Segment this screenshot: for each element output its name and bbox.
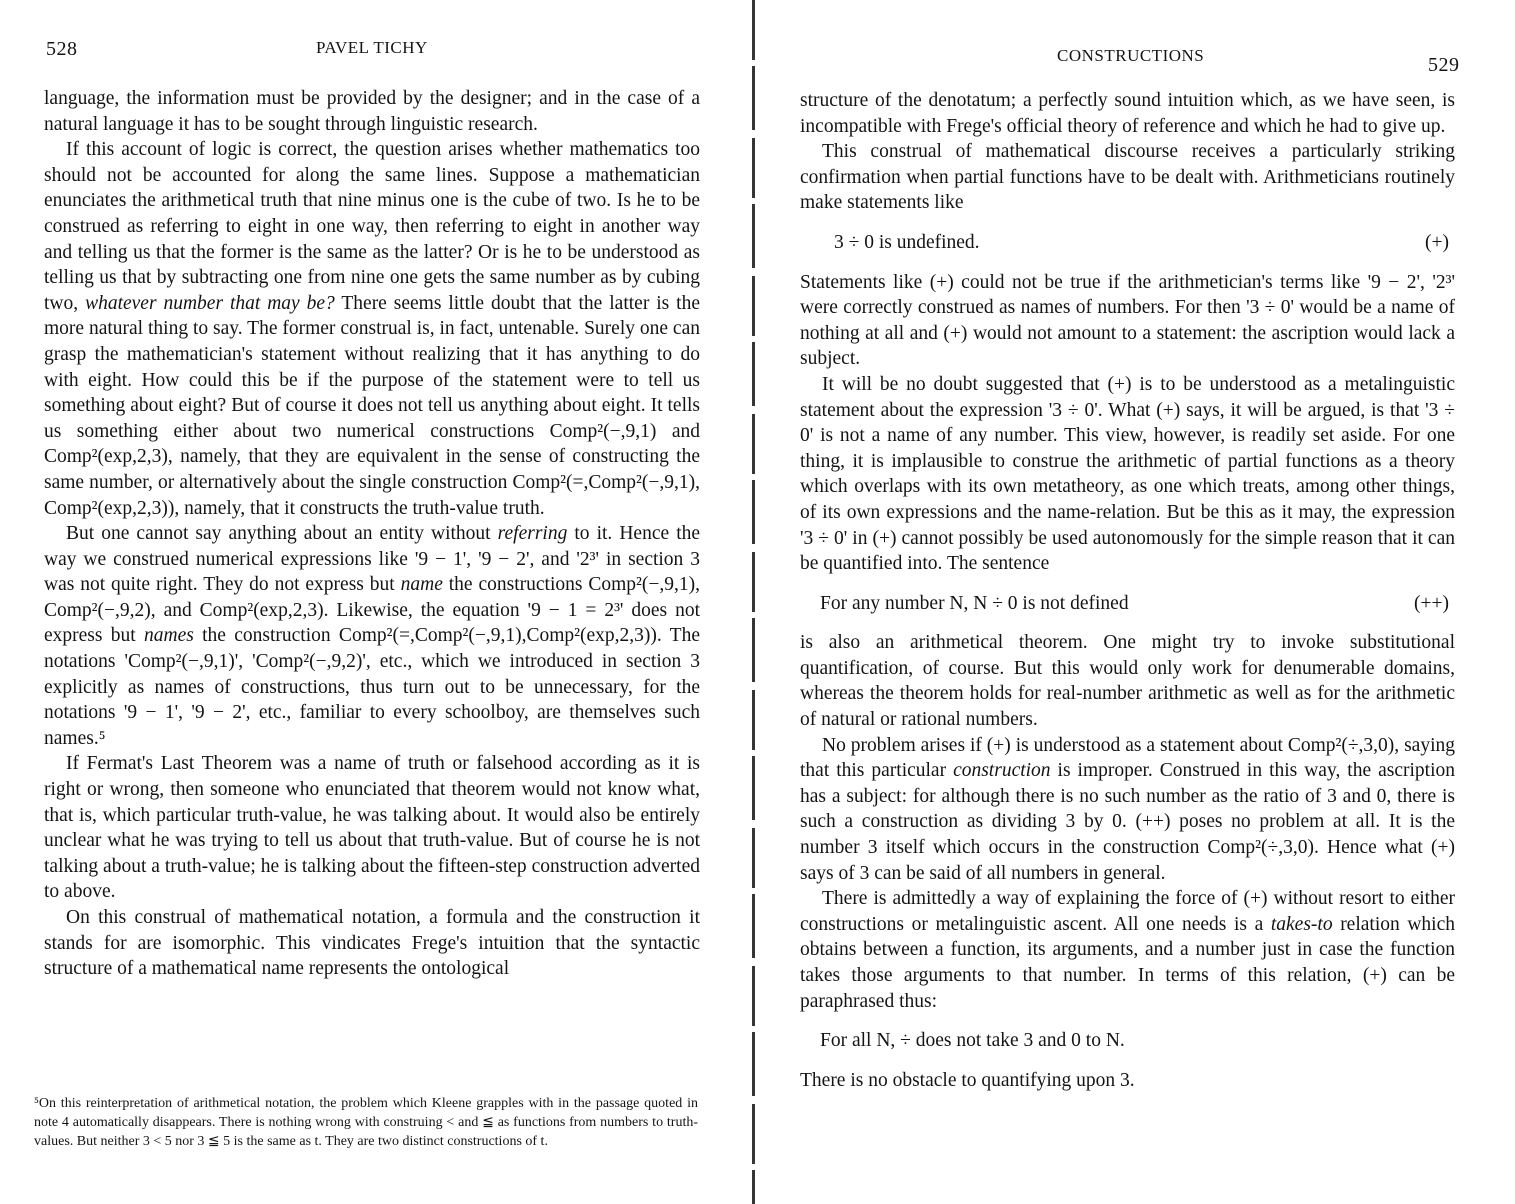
paragraph: is also an arithmetical theorem. One might try to invoke substitutional quantification, of course. But this would only work for denumerable domains, whereas the theorem holds for real-number arithmetic as well as for the arithmetic of natural or rational numbers. [800, 632, 1455, 731]
paragraph: There is no obstacle to quantifying upon 3. [800, 1069, 1135, 1091]
running-head: CONSTRUCTIONS [1057, 46, 1205, 65]
right-page [760, 0, 1515, 1204]
paragraph: structure of the denotatum; a perfectly sound intuition which, as we have seen, is incompatible with Frege's official theory of reference and which he had to give up. [800, 90, 1455, 137]
paragraph: But one cannot say anything about an entity without referring to it. Hence the way we construed numerical expressions like '9 − 1', '9 − 2', and '2³' in section 3 was not quite right. They do not express but name the constructions Comp²(−,9,1), Comp²(−,9,2), and Comp²(exp,2,3). Likewise, the equation '9 − 1 = 2³' does not express but names the construction Comp²(=,Comp²(−,9,1),Comp²(exp,2,3)). The notations 'Comp²(−,9,1)', 'Comp²(−,9,2)', etc., which we introduced in section 3 explicitly as names of constructions, thus turn out to be unnecessary, for the notations '9 − 1', '9 − 2', etc., familiar to every schoolboy, are themselves such names.⁵ [44, 523, 701, 749]
formula-label: (+) [1425, 231, 1449, 253]
paragraph: On this construal of mathematical notation, a formula and the construction it stands for are isomorphic. This vindicates Frege's intuition that the syntactic structure of a mathematical name represents the ontological [44, 907, 700, 980]
book-gutter [752, 0, 755, 1204]
right-body-text [800, 88, 1455, 1093]
paragraph: If this account of logic is correct, the question arises whether mathematics too should not be accounted for along the same lines. Suppose a mathematician enunciates the arithmetical truth that nine minus one is the cube of two. Is he to be construed as referring to eight in one way, then referring to eight in another way and telling us that the former is the same as the latter? Or is he to be understood as telling us that by subtracting one from nine one gets the same number as by cubing two, whatever number that may be? There seems little doubt that the latter is the more natural thing to say. The former construal is, in fact, untenable. Surely one can grasp the mathematician's statement without realizing that it has anything to do with eight. How could this be if the purpose of the statement were to tell us something about eight? But of course it does not tell us anything about eight. It tells us something either about two numerical constructions Comp²(−,9,1) and Comp²(exp,2,3), namely, that they are equivalent in the sense of constructing the same number, or alternatively about the single construction Comp²(=,Comp²(−,9,1), Comp²(exp,2,3)), namely, that it constructs the truth-value truth. [44, 139, 700, 519]
running-head: PAVEL TICHY [316, 38, 428, 57]
page-number: 529 [1428, 54, 1460, 76]
paragraph: Statements like (+) could not be true if the arithmetician's terms like '9 − 2', '2³' were correctly construed as names of numbers. For then '3 ÷ 0' would be a name of nothing at all and (+) would not amount to a statement: the ascription would lack a subject. [800, 271, 1455, 370]
footnote: ⁵On this reinterpretation of arithmetical notation, the problem which Kleene grapples with in the passage quoted in note 4 automatically disappears. There is nothing wrong with construing < and ≦ as functions from numbers to truth-values. But neither 3 < 5 nor 3 ≦ 5 is the same as t. They are two distinct constructions of t. [34, 1096, 698, 1149]
left-page [0, 0, 745, 1204]
paragraph: This construal of mathematical discourse receives a particularly striking confirmation when partial functions have to be dealt with. Arithmeticians routinely make statements like [800, 141, 1455, 214]
paragraph: No problem arises if (+) is understood as a statement about Comp²(÷,3,0), saying that this particular construction is improper. Construed in this way, the ascription has a subject: for although there is no such number as the ratio of 3 and 0, there is such a construction as dividing 3 by 0. (++) poses no problem at all. It is the number 3 itself which occurs in the construction Comp²(÷,3,0). Hence what (+) says of 3 can be said of all numbers in general. [800, 734, 1455, 884]
paragraph: It will be no doubt suggested that (+) is to be understood as a metalinguistic statement about the expression '3 ÷ 0'. What (+) says, it will be argued, is that '3 ÷ 0' is not a name of any number. This view, however, is readily set aside. For one thing, it is implausible to construe the arithmetic of partial functions as a theory which overlaps with its own metatheory, as one which treats, among other things, of its own expressions and the name-relation. But be this as it may, the expression '3 ÷ 0' in (+) cannot possibly be used autonomously for the simple reason that it can be quantified into. The sentence [800, 373, 1455, 575]
display-formula-plus: 3 ÷ 0 is undefined. (+) [800, 230, 1455, 256]
paragraph: If Fermat's Last Theorem was a name of truth or falsehood according as it is right or wrong, then someone who enunciated that theorem would not know what, that is, which particular truth-value, he was talking about. It would also be entirely unclear what he was trying to tell us about that truth-value. But of course he is not talking about a truth-value; he is talking about the fifteen-step construction adverted to above. [44, 753, 700, 903]
left-body-text [44, 86, 700, 982]
display-formula-takes: For all N, ÷ does not take 3 and 0 to N. [820, 1030, 1125, 1052]
formula-label: (++) [1414, 592, 1449, 614]
paragraph: language, the information must be provided by the designer; and in the case of a natural language it has to be sought through linguistic research. [44, 88, 700, 135]
page-number: 528 [46, 38, 78, 60]
paragraph: There is admittedly a way of explaining the force of (+) without resort to either constructions or metalinguistic ascent. All one needs is a takes-to relation which obtains between a function, its arguments, and a number just in case the function takes those arguments to that number. In terms of this relation, (+) can be paraphrased thus: [800, 888, 1456, 1012]
display-formula-plusplus: For any number N, N ÷ 0 is not defined (++) [800, 591, 1455, 617]
